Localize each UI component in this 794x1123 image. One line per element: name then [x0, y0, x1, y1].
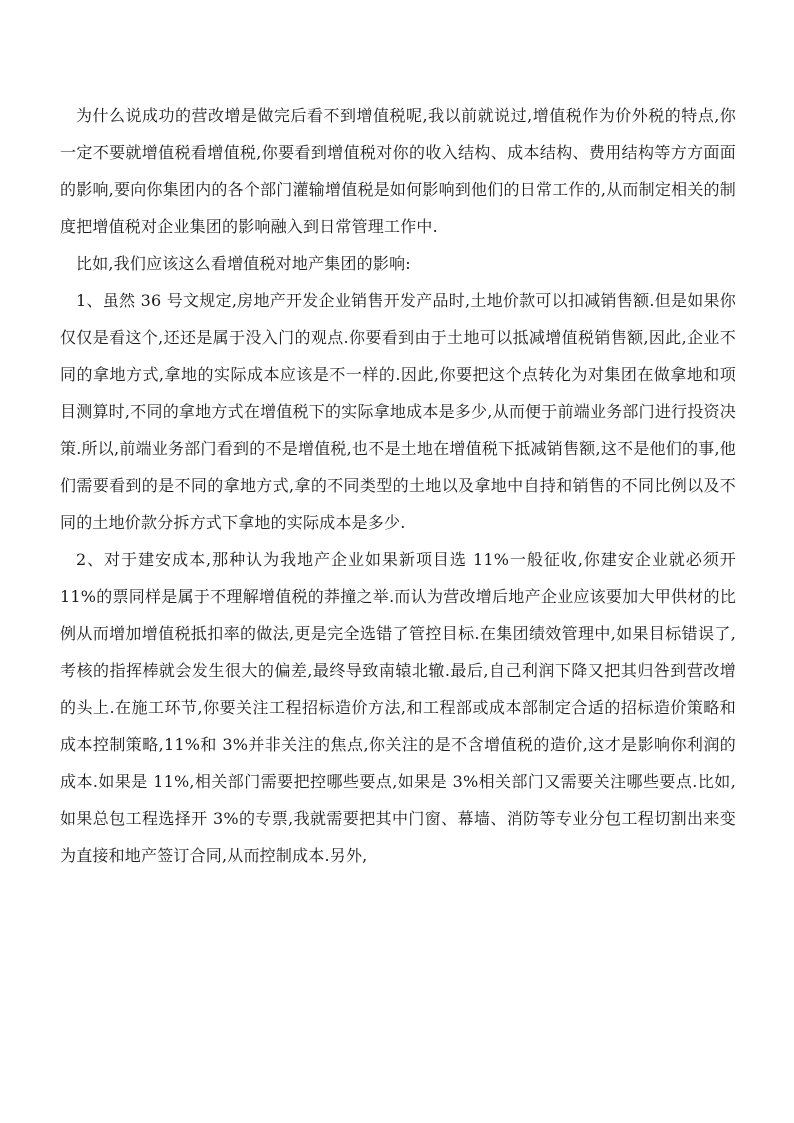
document-body — [60, 97, 736, 874]
paragraph-intro: 为什么说成功的营改增是做完后看不到增值税呢,我以前就说过,增值税作为价外税的特点,你一定不要就增值税看增值税,你要看到增值税对你的收入结构、成本结构、费用结构等方方面面的影响,要向你集团内的各个部门灌输增值税是如何影响到他们的日常工作的,从而制定相关的制度把增值税对企业集团的影响融入到日常管理工作中. — [60, 106, 736, 236]
paragraph-example-lead: 比如,我们应该这么看增值税对地产集团的影响: — [76, 254, 411, 273]
paragraph-point-2-construction: 2、对于建安成本,那种认为我地产企业如果新项目选 11%一般征收,你建安企业就必须开 11%的票同样是属于不理解增值税的莽撞之举.而认为营改增后地产企业应该要加大甲供材的比例从而增加增值税抵扣率的做法,更是完全选错了管控目标.在集团绩效管理中,如果目标错误了,考核的指挥棒就会发生很大的偏差,最终导致南辕北辙.最后,自己利润下降又把其归咎到营改增的头上.在施工环节,你要关注工程招标造价方法,和工程部或成本部制定合适的招标造价策略和成本控制策略,11%和 3%并非关注的焦点,你关注的是不含增值税的造价,这才是影响你利润的成本.如果是 11%,相关部门需要把控哪些要点,如果是 3%相关部门又需要关注哪些要点.比如,如果总包工程选择开 3%的专票,我就需要把其中门窗、幕墙、消防等专业分包工程切割出来变为直接和地产签订合同,从而控制成本.另外, — [60, 550, 736, 865]
paragraph-point-1-land: 1、虽然 36 号文规定,房地产开发企业销售开发产品时,土地价款可以扣减销售额.但是如果你仅仅是看这个,还还是属于没入门的观点.你要看到由于土地可以抵减增值税销售额,因此,企业不同的拿地方式,拿地的实际成本应该是不一样的.因此,你要把这个点转化为对集团在做拿地和项目测算时,不同的拿地方式在增值税下的实际拿地成本是多少,从而便于前端业务部门进行投资决策.所以,前端业务部门看到的不是增值税,也不是土地在增值税下抵减销售额,这不是他们的事,他们需要看到的是不同的拿地方式,拿的不同类型的土地以及拿地中自持和销售的不同比例以及不同的土地价款分拆方式下拿地的实际成本是多少. — [60, 291, 736, 532]
